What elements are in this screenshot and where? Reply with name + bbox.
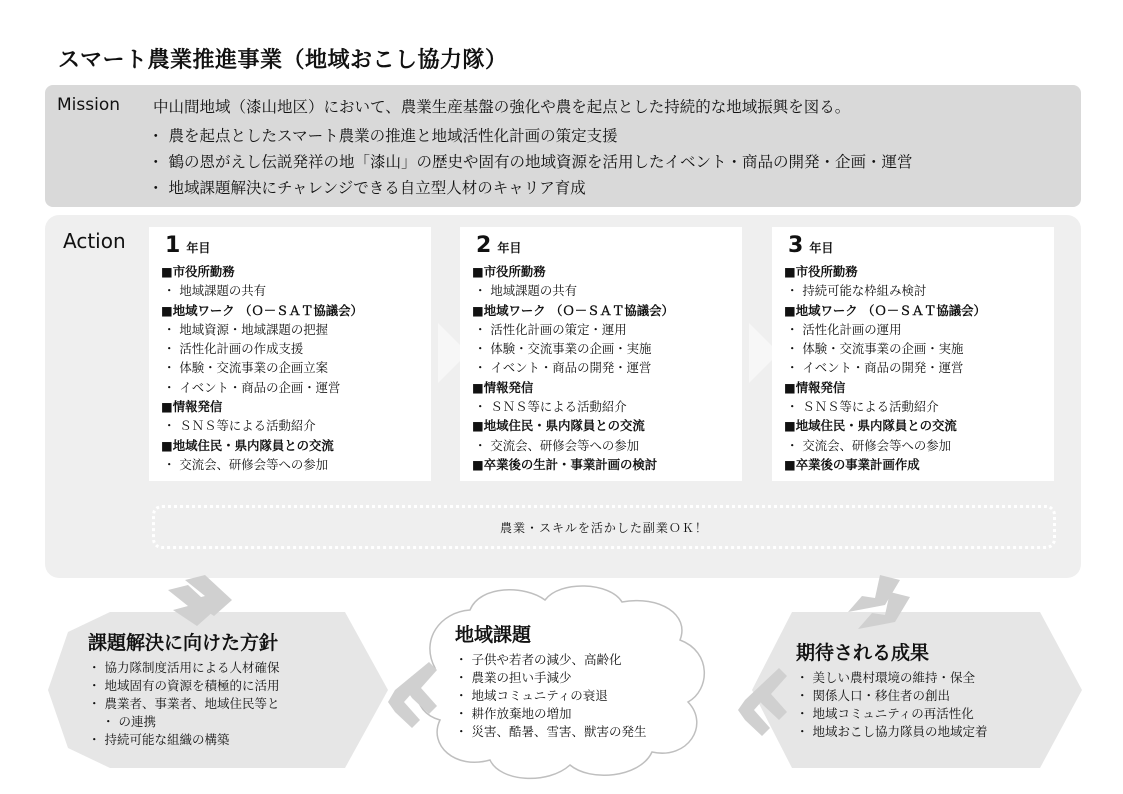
year-number: 1: [165, 233, 181, 258]
policy-item-continuation: ・ の連携: [88, 713, 280, 731]
outcomes-list: [796, 669, 988, 741]
mission-label: Mission: [57, 95, 121, 115]
year-task-item: ・ 地域課題の共有: [472, 281, 674, 300]
year-section-heading: ■ 卒業後の生計・事業計画の検討: [472, 455, 674, 474]
issue-item: ・ 耕作放棄地の増加: [455, 705, 647, 723]
policy-block: [88, 628, 280, 749]
year-task-item: ・ 交流会、研修会等への参加: [472, 436, 674, 455]
side-job-text: 農業・スキルを活かした副業ＯＫ！: [500, 521, 708, 535]
outcome-item: ・ 地域コミュニティの再活性化: [796, 705, 988, 723]
outcome-item: ・ 美しい農村環境の維持・保全: [796, 669, 988, 687]
issue-item: ・ 子供や若者の減少、高齢化: [455, 651, 647, 669]
year-task-item: ・ ＳＮＳ等による活動紹介: [784, 397, 986, 416]
mission-bullet: ・ 地域課題解決にチャレンジできる自立型人材のキャリア育成: [148, 175, 912, 201]
year-task-item: ・ 地域課題の共有: [161, 281, 363, 300]
year-task-item: ・ 体験・交流事業の企画・実施: [472, 339, 674, 358]
year-task-item: ・ 活性化計画の作成支援: [161, 339, 363, 358]
outcome-item: ・ 地域おこし協力隊員の地域定着: [796, 723, 988, 741]
year-section-heading: ■ 地域ワーク （Ｏ－ＳＡＴ協議会）: [161, 301, 363, 320]
year-task-item: ・ 活性化計画の運用: [784, 320, 986, 339]
policy-item: ・ 地域固有の資源を積極的に活用: [88, 677, 280, 695]
year-task-item: ・ 体験・交流事業の企画・実施: [784, 339, 986, 358]
mission-bullet: ・ 鶴の恩がえし伝説発祥の地「漆山」の歴史や固有の地域資源を活用したイベント・商品の開発・企画・運営: [148, 149, 912, 175]
year-task-item: ・ イベント・商品の企画・運営: [161, 378, 363, 397]
year-task-item: ・ ＳＮＳ等による活動紹介: [161, 416, 363, 435]
year-number: 3: [788, 233, 804, 258]
year-task-item: ・ イベント・商品の開発・運営: [472, 358, 674, 377]
action-label: Action: [63, 229, 126, 253]
year-section-heading: ■ 卒業後の事業計画作成: [784, 455, 986, 474]
year-number: 2: [476, 233, 492, 258]
year-section-heading: ■ 情報発信: [161, 397, 363, 416]
year-section-heading: ■ 地域住民・県内隊員との交流: [472, 416, 674, 435]
year-section-heading: ■ 情報発信: [784, 378, 986, 397]
year-suffix: 年目: [809, 241, 834, 255]
issues-heading: 地域課題: [455, 624, 532, 646]
page-title: スマート農業推進事業（地域おこし協力隊）: [58, 48, 508, 73]
policy-heading: 課題解決に向けた方針: [88, 632, 279, 654]
outcomes-block: [796, 638, 988, 741]
year-section-heading: ■ 地域住民・県内隊員との交流: [161, 436, 363, 455]
year-section-heading: ■ 市役所勤務: [472, 262, 674, 281]
year-task-item: ・ 交流会、研修会等への参加: [161, 455, 363, 474]
issues-block: [455, 620, 647, 741]
policy-item: ・ 持続可能な組織の構築: [88, 731, 280, 749]
year-section-heading: ■ 地域ワーク （Ｏ－ＳＡＴ協議会）: [472, 301, 674, 320]
year-task-item: ・ 交流会、研修会等への参加: [784, 436, 986, 455]
issue-item: ・ 農業の担い手減少: [455, 669, 647, 687]
issue-item: ・ 地域コミュニティの衰退: [455, 687, 647, 705]
year-task-item: ・ イベント・商品の開発・運営: [784, 358, 986, 377]
outcome-item: ・ 関係人口・移住者の創出: [796, 687, 988, 705]
year-task-item: ・ ＳＮＳ等による活動紹介: [472, 397, 674, 416]
mission-statement: 中山間地域（漆山地区）において、農業生産基盤の強化や農を起点とした持続的な地域振興を図る。: [153, 98, 851, 116]
mission-bullet: ・ 農を起点としたスマート農業の推進と地域活性化計画の策定支援: [148, 123, 912, 149]
year-task-item: ・ 活性化計画の策定・運用: [472, 320, 674, 339]
outcomes-heading: 期待される成果: [796, 642, 930, 664]
year-section-heading: ■ 地域ワーク （Ｏ－ＳＡＴ協議会）: [784, 301, 986, 320]
year-task-item: ・ 体験・交流事業の企画立案: [161, 358, 363, 377]
policy-list: [88, 659, 280, 749]
policy-item: ・ 農業者、事業者、地域住民等と: [88, 695, 280, 713]
year-task-item: ・ 地域資源・地域課題の把握: [161, 320, 363, 339]
year-section-heading: ■ 地域住民・県内隊員との交流: [784, 416, 986, 435]
year-section-heading: ■ 市役所勤務: [161, 262, 363, 281]
year-section-heading: ■ 市役所勤務: [784, 262, 986, 281]
issues-list: [455, 651, 647, 741]
year-task-item: ・ 持続可能な枠組み検討: [784, 281, 986, 300]
policy-item: ・ 協力隊制度活用による人材確保: [88, 659, 280, 677]
year-suffix: 年目: [497, 241, 522, 255]
year-suffix: 年目: [186, 241, 211, 255]
issue-item: ・ 災害、酷暑、雪害、獣害の発生: [455, 723, 647, 741]
year-section-heading: ■ 情報発信: [472, 378, 674, 397]
